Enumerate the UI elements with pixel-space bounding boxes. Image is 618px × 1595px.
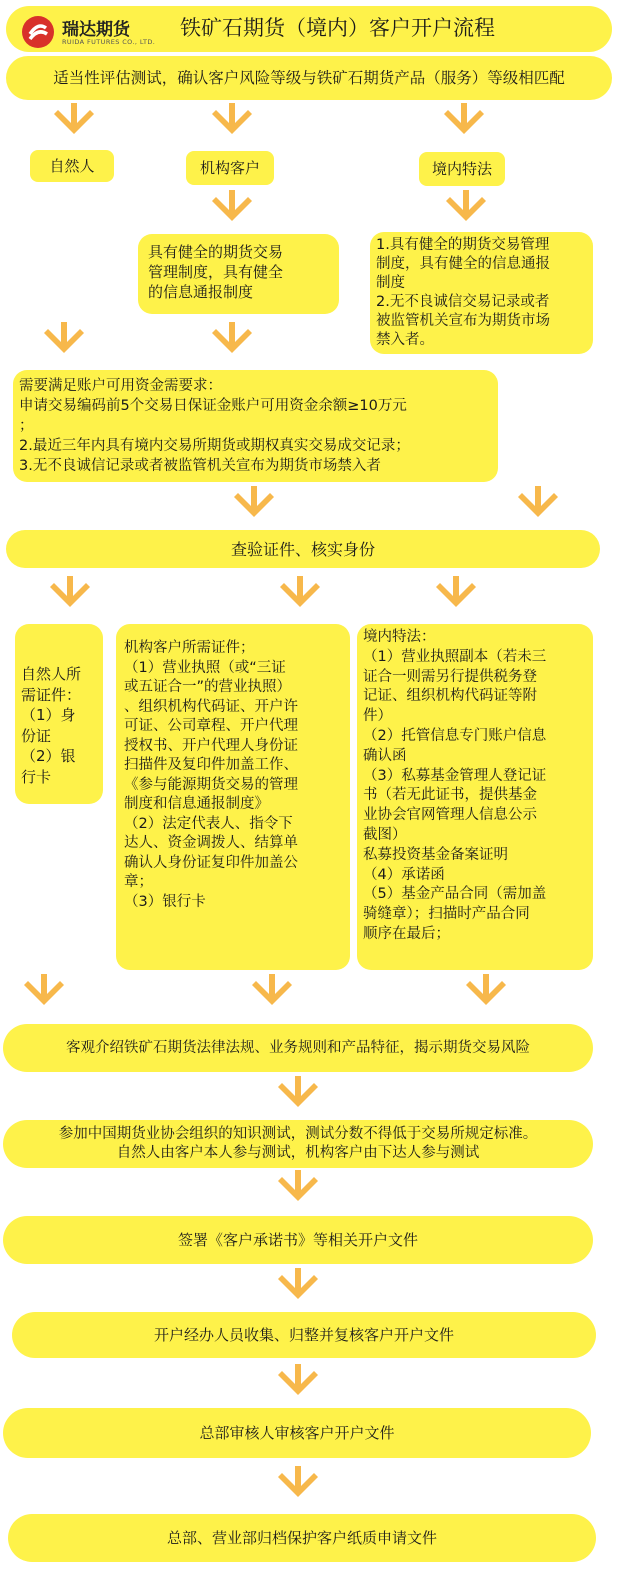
text-line: （5）基金产品合同（需加盖 — [363, 886, 547, 903]
special-requirement — [370, 232, 593, 354]
text-line: 需证件： — [21, 685, 82, 704]
institution-requirement — [138, 234, 339, 314]
text-line: 制度 — [376, 275, 405, 291]
arrow-down-icon — [276, 1362, 320, 1406]
type-special: 境内特法 — [419, 152, 505, 186]
text-line: （3）私募基金管理人登记证 — [363, 767, 547, 784]
logo-icon — [20, 14, 56, 50]
arrow-down-icon — [22, 972, 66, 1016]
text-line: 自然人所 — [21, 665, 82, 683]
arrow-down-icon — [276, 1464, 320, 1508]
step-collect-documents: 开户经办人员收集、归整并复核客户开户文件 — [12, 1312, 596, 1358]
text-line: 可证、公司章程、开户代理 — [124, 718, 298, 734]
arrow-down-icon — [464, 972, 508, 1016]
text-line: 记证、组织机构代码证等附 — [363, 688, 537, 705]
step-sign-documents: 签署《客户承诺书》等相关开户文件 — [3, 1216, 593, 1264]
arrow-down-icon — [278, 574, 322, 618]
text-line: 2.最近三年内具有境内交易所期货或期权真实交易成交记录； — [19, 438, 410, 454]
text-line: 截图） — [363, 826, 407, 843]
logo-subtitle: RUIDA FUTURES CO., LTD. — [62, 38, 156, 46]
text-line: 授权书、开户代理人身份证 — [124, 737, 298, 754]
text-line: 达人、资金调拨人、结算单 — [124, 835, 298, 851]
text-line: 参加中国期货业协会组织的知识测试，测试分数不得低于交易所规定标准。 — [58, 1126, 538, 1142]
step-verify-identity: 查验证件、核实身份 — [6, 530, 600, 568]
step-knowledge-test — [3, 1120, 593, 1168]
text-line: 管理制度，具有健全 — [148, 263, 284, 281]
page-title: 铁矿石期货（境内）客户开户流程 — [180, 16, 495, 40]
text-line: 制度和信息通报制度》 — [124, 796, 269, 812]
text-line: 禁入者。 — [376, 332, 434, 348]
text-line: （2）银 — [21, 747, 76, 765]
arrow-down-icon — [276, 1266, 320, 1310]
text-line: 自然人由客户本人参与测试，机构客户由下达人参与测试 — [116, 1145, 480, 1161]
arrow-down-icon — [42, 320, 86, 364]
arrow-down-icon — [516, 484, 560, 528]
company-logo — [20, 14, 172, 50]
text-line: 1.具有健全的期货交易管理 — [376, 237, 550, 253]
text-line: 骑缝章）；扫描时产品合同 — [363, 906, 530, 923]
step-archive: 总部、营业部归档保护客户纸质申请文件 — [8, 1514, 596, 1562]
text-line: （2）托管信息专门账户信息 — [363, 727, 547, 744]
text-line: 确认人身份证复印件加盖公 — [124, 854, 298, 871]
arrow-down-icon — [444, 188, 488, 232]
logo-name: 瑞达期货 — [62, 20, 130, 40]
text-line: 申请交易编码前5个交易日保证金账户可用资金余额≥10万元 — [19, 398, 407, 414]
docs-institution — [116, 624, 350, 970]
arrow-down-icon — [276, 1074, 320, 1118]
text-line: ； — [19, 418, 34, 434]
arrow-down-icon — [210, 320, 254, 364]
type-institution: 机构客户 — [186, 151, 274, 185]
text-line: （4）承诺函 — [363, 866, 445, 883]
text-line: 制度，具有健全的信息通报 — [376, 256, 550, 272]
arrow-down-icon — [210, 101, 254, 145]
text-line: 《参与能源期货交易的管理 — [124, 776, 298, 793]
text-line: 的信息通报制度 — [148, 283, 254, 301]
text-line: 确认函 — [363, 747, 407, 764]
text-line: 需要满足账户可用资金需要求： — [19, 378, 222, 394]
arrow-down-icon — [48, 574, 92, 618]
text-line: 书（若无此证书，提供基金 — [363, 787, 537, 804]
arrow-down-icon — [276, 1168, 320, 1212]
arrow-down-icon — [52, 101, 96, 145]
arrow-down-icon — [232, 484, 276, 528]
text-line: （1）营业执照副本（若未三 — [363, 648, 547, 665]
text-line: 被监管机关宣布为期货市场 — [376, 313, 550, 329]
text-line: 、组织机构代码证、开户许 — [124, 698, 298, 715]
arrow-down-icon — [210, 188, 254, 232]
arrow-down-icon — [250, 972, 294, 1016]
step-risk-disclosure: 客观介绍铁矿石期货法律法规、业务规则和产品特征，揭示期货交易风险 — [3, 1024, 593, 1072]
text-line: 具有健全的期货交易 — [148, 243, 284, 261]
text-line: 私募投资基金备案证明 — [363, 846, 508, 863]
text-line: 境内特法： — [363, 629, 436, 645]
docs-natural-person — [15, 624, 103, 804]
text-line: 业协会官网管理人信息公示 — [363, 807, 537, 824]
text-line: 证合一则需另行提供税务登 — [363, 668, 537, 685]
text-line: 扫描件及复印件加盖工作、 — [124, 757, 298, 773]
text-line: 2.无不良诚信交易记录或者 — [376, 294, 550, 310]
docs-special — [357, 624, 593, 970]
text-line: 行卡 — [21, 767, 52, 786]
text-line: 顺序在最后； — [363, 925, 450, 942]
text-line: 份证 — [21, 726, 52, 745]
arrow-down-icon — [434, 574, 478, 618]
step-hq-review: 总部审核人审核客户开户文件 — [3, 1408, 591, 1458]
text-line: 机构客户所需证件； — [124, 640, 255, 656]
text-line: 件） — [363, 708, 392, 725]
text-line: 或五证合一”的营业执照） — [124, 679, 292, 695]
text-line: 章； — [124, 874, 153, 890]
text-line: （3）银行卡 — [124, 893, 206, 910]
step-suitability: 适当性评估测试，确认客户风险等级与铁矿石期货产品（服务）等级相匹配 — [6, 56, 612, 100]
type-natural-person: 自然人 — [30, 150, 114, 182]
fund-requirement — [13, 370, 498, 482]
text-line: 3.无不良诚信记录或者被监管机关宣布为期货市场禁入者 — [19, 458, 381, 474]
text-line: （2）法定代表人、指令下 — [124, 815, 293, 832]
text-line: （1）营业执照（或“三证 — [124, 659, 286, 676]
text-line: （1）身 — [21, 706, 76, 724]
arrow-down-icon — [442, 101, 486, 145]
